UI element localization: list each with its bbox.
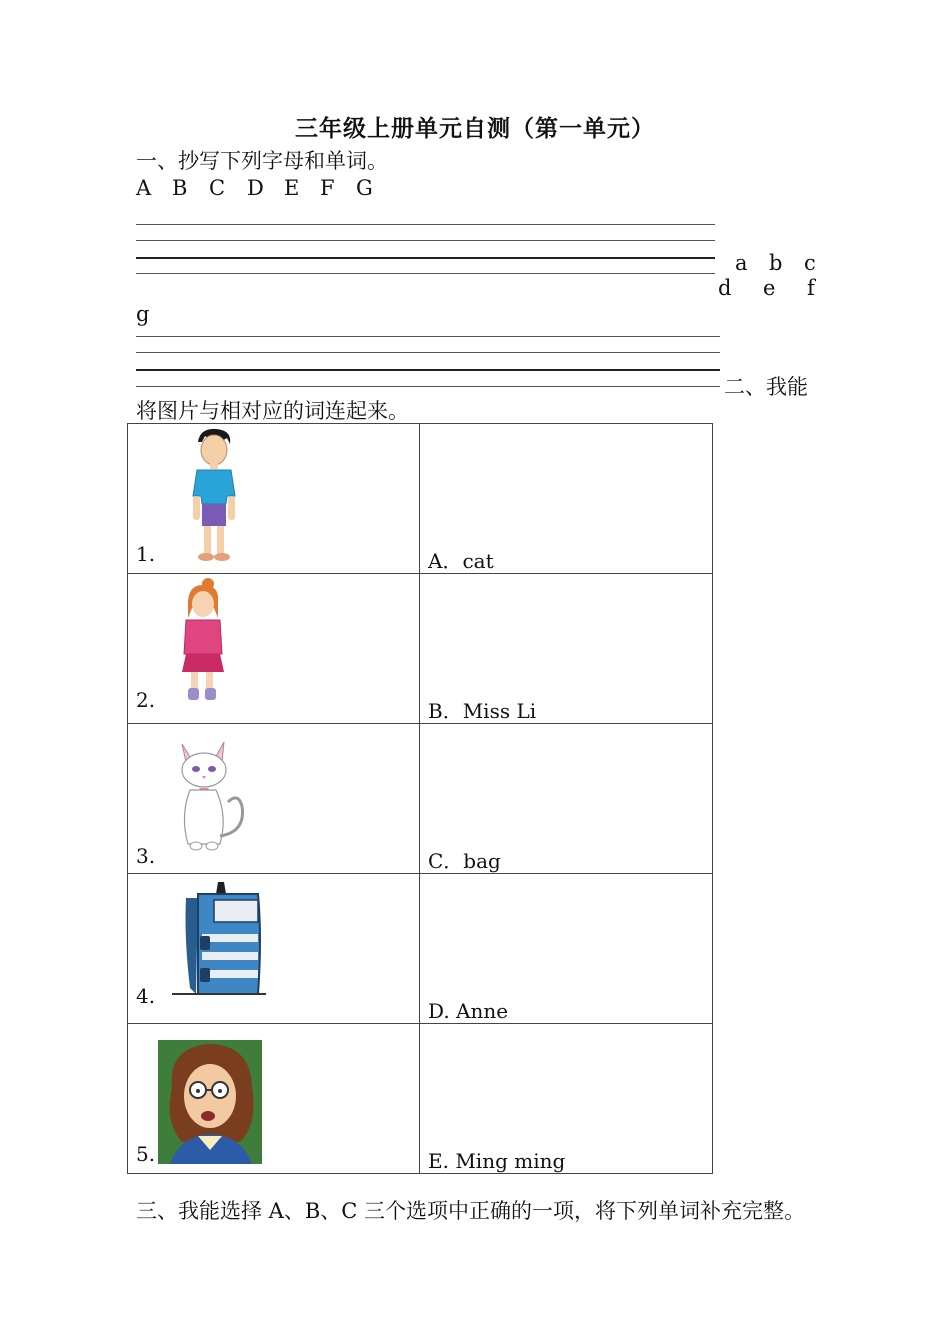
girl-picture <box>176 578 230 704</box>
picture-cell <box>128 574 420 724</box>
letter: B <box>172 176 188 200</box>
option-cell <box>420 874 713 1024</box>
matching-table <box>127 423 713 1174</box>
item-number: 1. <box>136 542 156 566</box>
table-row <box>128 874 713 1024</box>
item-number: 5. <box>136 1142 156 1166</box>
cat-picture <box>166 736 254 854</box>
writing-line <box>136 352 720 353</box>
option-label: A．cat <box>428 549 494 573</box>
boy-picture <box>180 426 248 562</box>
writing-line <box>136 224 715 225</box>
option-label: D. Anne <box>428 999 509 1023</box>
item-number: 4. <box>136 984 156 1008</box>
lowercase-letter-g: g <box>136 302 150 326</box>
table-row <box>128 1024 713 1174</box>
letter: a <box>735 251 748 275</box>
picture-cell <box>128 1024 420 1174</box>
picture-cell <box>128 424 420 574</box>
letter: b <box>769 251 783 275</box>
section2-heading-part1: 二、我能 <box>724 375 808 399</box>
picture-cell <box>128 874 420 1024</box>
option-cell <box>420 724 713 874</box>
letter: C <box>209 176 226 200</box>
lowercase-letters-row2 <box>718 275 815 301</box>
writing-line <box>136 273 715 274</box>
letter: E <box>284 176 300 200</box>
section1-heading: 一、抄写下列字母和单词。 <box>136 149 388 173</box>
table-row <box>128 724 713 874</box>
uppercase-letters <box>136 175 373 201</box>
section2-heading-part2: 将图片与相对应的词连起来。 <box>136 399 409 423</box>
schoolbag-picture <box>162 878 270 1002</box>
writing-line <box>136 369 720 371</box>
table-row <box>128 424 713 574</box>
option-label: B．Miss Li <box>428 699 537 723</box>
writing-line <box>136 336 720 337</box>
section3-heading: 三、我能选择 A、B、C 三个选项中正确的一项，将下列单词补充完整。 <box>136 1199 806 1223</box>
letter: c <box>804 251 816 275</box>
option-cell <box>420 424 713 574</box>
letter: A <box>136 176 152 200</box>
lowercase-letters-row1 <box>735 250 816 276</box>
letter: e <box>763 276 776 300</box>
item-number: 2. <box>136 688 156 712</box>
page-title: 三年级上册单元自测（第一单元） <box>295 115 655 142</box>
writing-line <box>136 257 715 259</box>
option-cell <box>420 574 713 724</box>
option-cell <box>420 1024 713 1174</box>
teacher-picture <box>158 1034 262 1164</box>
option-label: C．bag <box>428 849 501 873</box>
item-number: 3. <box>136 844 156 868</box>
letter: D <box>247 176 264 200</box>
letter: d <box>718 276 732 300</box>
letter: f <box>807 276 815 300</box>
letter: F <box>320 176 335 200</box>
picture-cell <box>128 724 420 874</box>
letter: G <box>356 176 373 200</box>
option-label: E. Ming ming <box>428 1149 566 1173</box>
writing-line <box>136 240 715 241</box>
writing-line <box>136 386 720 387</box>
table-row <box>128 574 713 724</box>
